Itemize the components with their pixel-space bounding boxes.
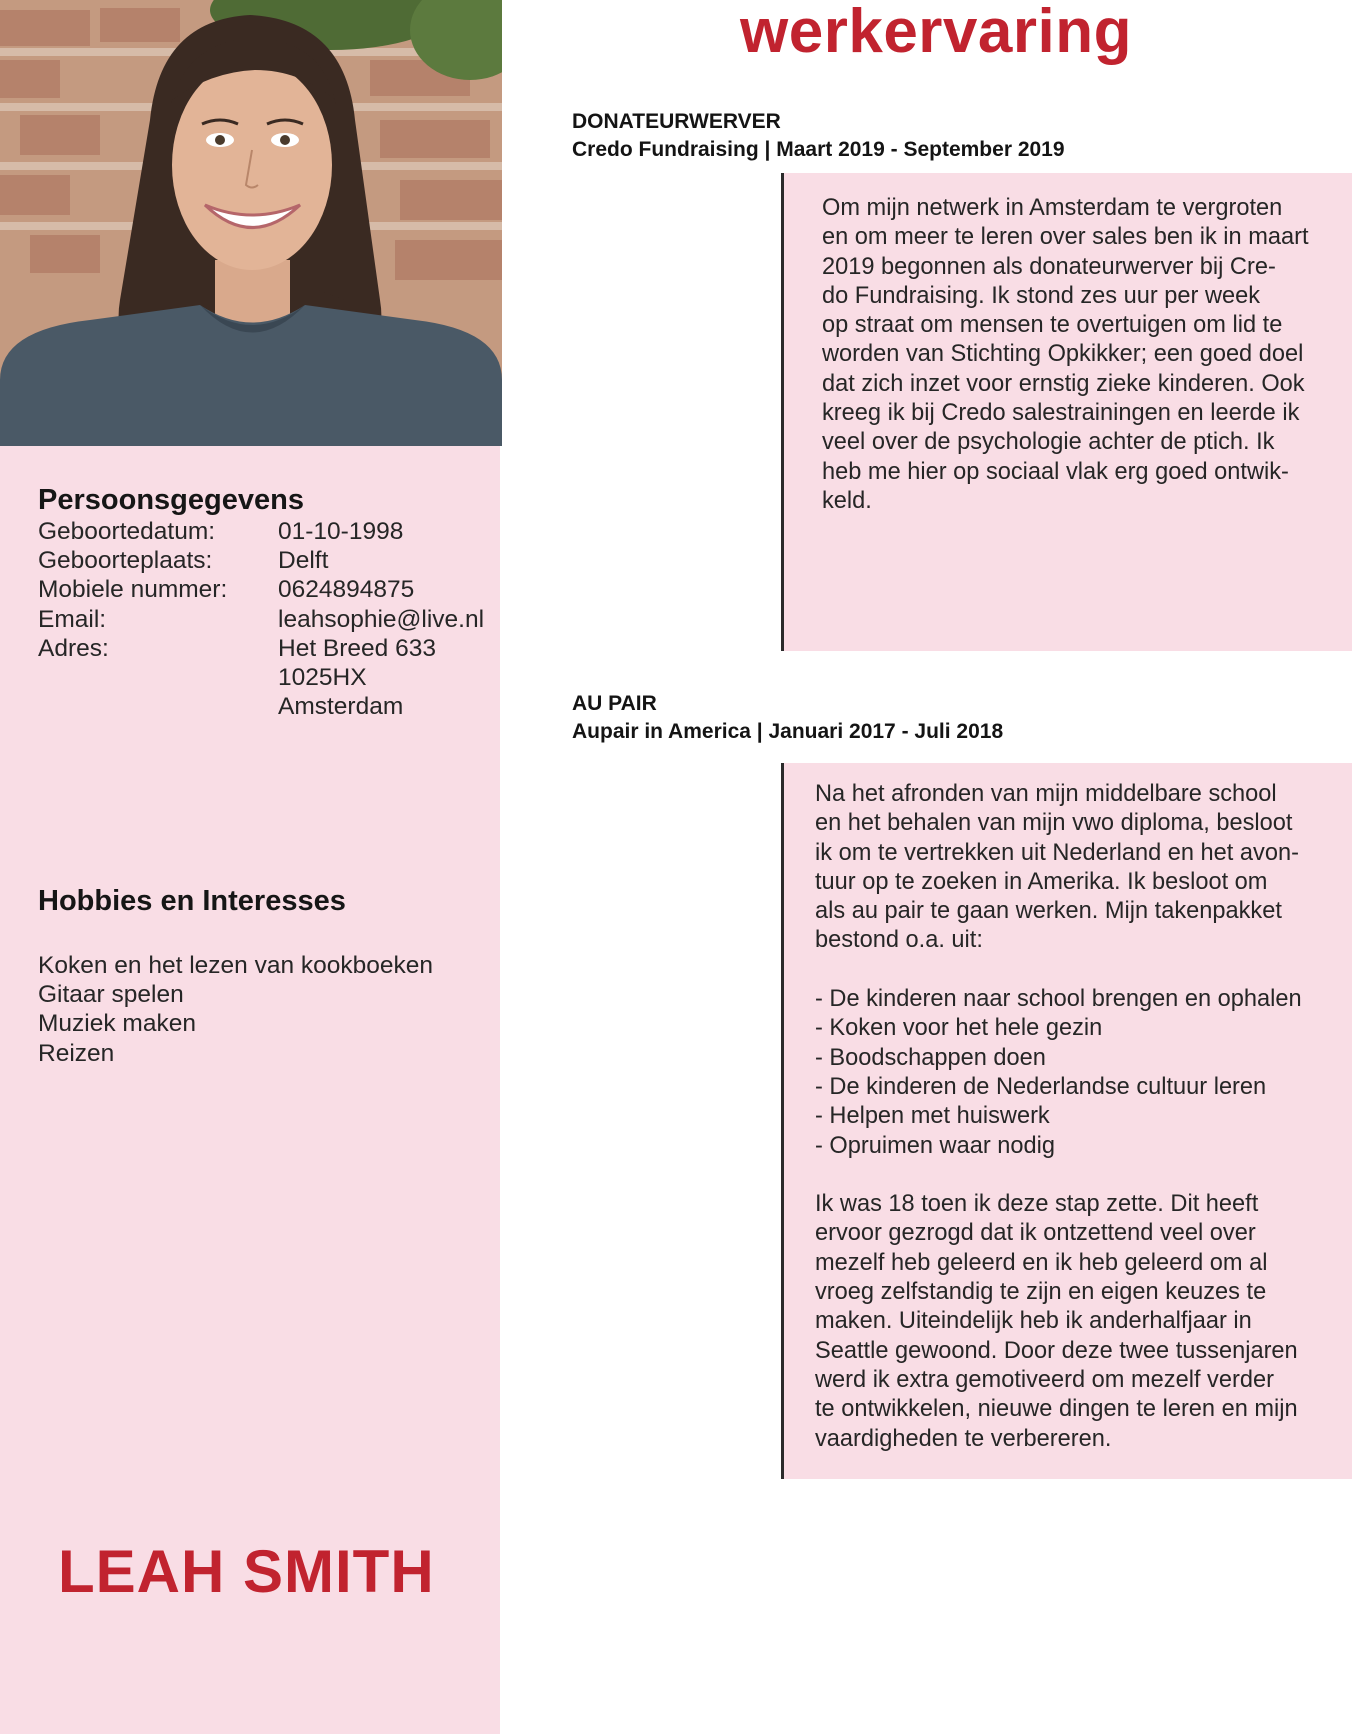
- personal-info-row: [38, 605, 484, 634]
- job-title-2: AU PAIR: [572, 692, 657, 715]
- personal-info-row: [38, 517, 484, 546]
- personal-info-heading: Persoonsgegevens: [38, 484, 304, 516]
- job-description-1: Om mijn netwerk in Amsterdam te vergroten en om meer te leren over sales ben ik in maart 2019 begonnen als donateurwerver bij Cre- do Fundraising. Ik stond zes uur per week op straat om mensen te overtuigen om lid te worden van Stichting Opkikker; een goed doel dat zich inzet voor ernstig zieke kinderen. Ook kreeg ik bij Credo salestrainingen en leerde ik veel over de psychologie achter de ptich. Ik heb me hier op sociaal vlak erg goed ontwik- keld.: [822, 195, 1309, 514]
- personal-info-label: Email:: [38, 605, 107, 633]
- job-description-box-2: [781, 763, 1352, 1479]
- personal-info-label: Geboortedatum:: [38, 518, 216, 545]
- personal-info-list: [38, 517, 484, 721]
- job-title-1: DONATEURWERVER: [572, 110, 781, 133]
- hobby-item: Reizen: [38, 1039, 115, 1067]
- personal-info-row: [38, 663, 484, 692]
- personal-info-label: Adres:: [38, 634, 109, 662]
- personal-info-value: 0624894875: [278, 576, 415, 604]
- job-description-box-1: [781, 173, 1352, 651]
- job-subtitle-2: Aupair in America | Januari 2017 - Juli 2018: [572, 720, 1004, 743]
- candidate-name: LEAH SMITH: [58, 1538, 435, 1605]
- job-description-2: Na het afronden van mijn middelbare school en het behalen van mijn vwo diploma, besloot ik om te vertrekken uit Nederland en het avon- tuur op te zoeken in Amerika. Ik besloot om als au pair te gaan werken. Mijn takenpakket bestond o.a. uit: - De kinderen naar school brengen en ophalen - Koken voor het hele gezin - Boodschappen doen - De kinderen de Nederlandse cultuur leren - Helpen met huiswerk - Opruimen waar nodig Ik was 18 toen ik deze stap zette. Dit heeft ervoor gezrogd dat ik ontzettend veel over mezelf heb geleerd en ik heb geleerd om al vroeg zelfstandig te zijn en eigen keuzes te maken. Uiteindelijk heb ik anderhalfjaar in Seattle gewoond. Door deze twee tussenjaren werd ik extra gemotiveerd om mezelf verder te ontwikkelen, nieuwe dingen te leren en mijn vaardigheden te verbereren.: [815, 781, 1302, 1452]
- job-subtitle-1: Credo Fundraising | Maart 2019 - September 2019: [572, 138, 1065, 161]
- personal-info-row: [38, 546, 484, 575]
- portrait-illustration: [0, 0, 502, 446]
- hobby-item: Muziek maken: [38, 1010, 196, 1038]
- hobbies-heading: Hobbies en Interesses: [38, 885, 346, 917]
- personal-info-label: Geboorteplaats:: [38, 547, 213, 575]
- personal-info-value: leahsophie@live.nl: [278, 605, 485, 633]
- personal-info-label: Mobiele nummer:: [38, 576, 228, 604]
- personal-info-row: [38, 634, 484, 663]
- personal-info-value: 1025HX: [278, 664, 367, 692]
- personal-info-value: 01-10-1998: [278, 518, 404, 545]
- personal-info-label: [38, 663, 278, 692]
- page-title: werkervaring: [740, 0, 1132, 66]
- personal-info-value: Delft: [278, 547, 329, 575]
- hobby-item: Gitaar spelen: [38, 981, 184, 1009]
- personal-info-value: Amsterdam: [278, 693, 404, 721]
- personal-info-row: [38, 692, 484, 721]
- personal-info-label: [38, 692, 278, 721]
- profile-photo: [0, 0, 502, 446]
- personal-info-row: [38, 575, 484, 604]
- personal-info-value: Het Breed 633: [278, 634, 436, 662]
- hobby-item: Koken en het lezen van kookboeken: [38, 952, 434, 979]
- hobbies-list: [38, 951, 433, 1068]
